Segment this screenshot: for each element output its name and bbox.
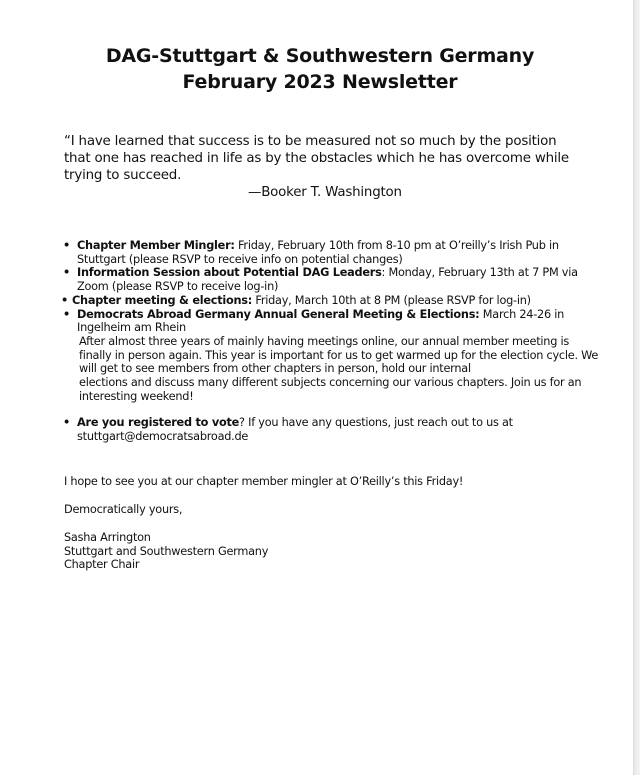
event-list — [62, 239, 602, 444]
list-item — [62, 416, 602, 443]
list-item — [62, 239, 602, 266]
quote-author: —Booker T. Washington — [248, 185, 402, 200]
closing-signoff: Democratically yours, — [64, 503, 183, 516]
quote — [64, 133, 584, 201]
list-item — [62, 266, 602, 293]
item-paragraph: elections and discuss many different subjects concerning our various chapters. Join us for an interesting weekend! — [79, 376, 582, 403]
signature-block — [64, 531, 268, 572]
item-text: Friday, March 10th at 8 PM (please RSVP for log-in) — [252, 293, 531, 307]
item-heading: Are you registered to vote — [77, 416, 240, 430]
item-text: March 24-26 in Ingelheim am Rhein — [77, 307, 565, 335]
newsletter-subtitle: February 2023 Newsletter — [182, 71, 458, 93]
item-text: Friday, February 10th from 8-10 pm at O’reilly’s Irish Pub in Stuttgart (please RSVP to receive info on potential changes) — [77, 239, 559, 266]
signer-role: Chapter Chair — [64, 558, 140, 572]
item-paragraph: After almost three years of mainly having meetings online, our annual member meeting is finally in person again. This year is important for us to get warmed up for the election cycle. We will get to see members from other chapters in person, hold our internal — [79, 334, 599, 376]
item-text: ? If you have any questions, just reach out to us at stuttgart@democratsabroad.de — [77, 416, 513, 444]
signer-org: Stuttgart and Southwestern Germany — [64, 544, 269, 558]
item-heading: Chapter Member Mingler: — [77, 239, 235, 252]
list-item — [62, 294, 602, 308]
signer-name: Sasha Arrington — [64, 531, 151, 544]
closing-hope: I hope to see you at our chapter member mingler at O’Reilly’s this Friday! — [64, 475, 464, 488]
newsletter-title: DAG-Stuttgart & Southwestern Germany — [105, 45, 535, 67]
quote-text: “I have learned that success is to be measured not so much by the position that one has reached in life as by the obstacles which he has overcome while trying to succeed. — [64, 134, 569, 183]
page-edge — [633, 0, 640, 775]
item-heading: Information Session about Potential DAG Leaders — [77, 266, 382, 280]
list-item — [62, 308, 602, 404]
item-text: : Monday, February 13th at 7 PM via Zoom (please RSVP to receive log-in) — [77, 266, 578, 294]
item-heading: Chapter meeting & elections: — [72, 293, 253, 307]
item-heading: Democrats Abroad Germany Annual General Meeting & Elections: — [77, 307, 480, 321]
